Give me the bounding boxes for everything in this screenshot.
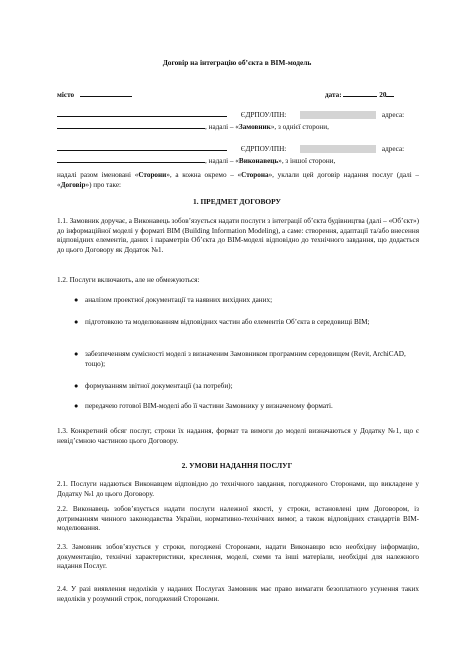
year-label: 20 (379, 91, 387, 99)
party1-address-label: адреса: (381, 111, 405, 119)
list-item: ● підготовкою та моделюванням відповідних частин або елементів Об’єкта в середовищі BIM; (74, 318, 370, 326)
paragraph-2-3: 2.3. Замовник зобов’язується у строки, погоджені Сторонами, надати Виконавцю всю необхідну інформацію, документацію, технічні характеристики, креслення, моделі, схеми та інші матеріали, необхідні для належного надання Послуг. (57, 543, 419, 571)
party2-edrpou-field[interactable] (300, 145, 376, 153)
place-line (57, 88, 132, 101)
list-item: ● формуванням звітної документації (за потреби); (74, 382, 233, 390)
date-label: дата: (325, 91, 342, 99)
document-title: Договір на інтеграцію об’єкта в BIM-модель (162, 58, 312, 67)
date-field[interactable] (343, 88, 377, 97)
paragraph-1-3: 1.3. Конкретний обсяг послуг, строки їх надання, формат та вимоги до моделі визначаються у Додатку №1, що є невід’ємною частиною цього Договору. (57, 427, 419, 445)
party1-edrpou-label: ЄДРПОУ/ІПН: (240, 111, 287, 119)
party2-address-label: адреса: (381, 145, 405, 153)
party2-line1 (57, 142, 404, 155)
party2-tail-a: , надалі – « (205, 157, 239, 165)
section2-heading: 2. УМОВИ НАДАННЯ ПОСЛУГ (181, 461, 293, 470)
party2-edrpou-label: ЄДРПОУ/ІПН: (240, 145, 287, 153)
party1-line1 (57, 108, 404, 121)
party1-address-field[interactable] (57, 120, 205, 129)
place-label: місто (57, 91, 75, 99)
party1-name-field[interactable] (57, 108, 227, 117)
party2-role: Виконавець (238, 157, 279, 165)
party1-edrpou-field[interactable] (300, 111, 376, 119)
intro-paragraph: надалі разом іменовані «Сторони», а кожна окремо – «Сторона», уклали цей договір надання послуг (далі – «Договір») про таке: (57, 171, 420, 189)
list-item: ● передачею готової BIM-моделі або її частини Замовнику у визначеному форматі. (74, 402, 333, 410)
paragraph-2-4: 2.4. У разі виявлення недоліків у наданих Послугах Замовник має право вимагати безоплатного усунення таких недоліків у розумний строк, погоджений Сторонами. (57, 585, 419, 603)
party2-address-field[interactable] (57, 154, 205, 163)
year-field[interactable] (386, 88, 394, 97)
services-list (57, 296, 419, 422)
paragraph-2-2: 2.2. Виконавець зобов’язується надати послуги належної якості, у строки, встановлені цим Договором, із дотриманням чинного законодавства України, нормативно-технічних вимог, а також відповідних стандартів BIM-моделювання. (57, 505, 419, 533)
list-item: ● аналізом проектної документації та наявних вихідних даних; (74, 296, 273, 304)
section1-heading: 1. ПРЕДМЕТ ДОГОВОРУ (193, 197, 281, 206)
place-field[interactable] (80, 88, 132, 97)
party2-tail-b: », з іншої сторони, (278, 157, 336, 165)
bullet-icon: ● (74, 296, 79, 304)
party1-tail-b: », з однієї сторони, (270, 123, 329, 131)
party1-line2 (57, 120, 329, 133)
paragraph-1-2: 1.2. Послуги включають, але не обмежуються: (57, 276, 200, 284)
party1-tail-a: , надалі – « (205, 123, 239, 131)
paragraph-2-1: 2.1. Послуги надаються Виконавцем відповідно до технічного завдання, погодженого Сторонами, що викладене у Додатку №1 до цього Договору. (57, 480, 419, 498)
party2-line2 (57, 154, 335, 167)
bullet-icon: ● (74, 318, 79, 326)
party2-name-field[interactable] (57, 142, 227, 151)
bullet-icon: ● (74, 402, 79, 410)
list-item: ● забезпеченням сумісності моделі з визначеним Замовником програмним середовищем (Revit, ArchiCAD, тощо); (74, 350, 406, 368)
party1-role: Замовник (238, 123, 271, 131)
bullet-icon: ● (74, 350, 79, 358)
paragraph-1-1: 1.1. Замовник доручає, а Виконавець зобов’язується надати послуги з інтеграції об’єкта будівництва (далі – «Об’єкт») до інформаційної моделі у форматі BIM (Building Information Modeling), а саме: створення, адаптації та/або внесення відповідних елементів, даних і параметрів Об’єкта до BIM-моделі відповідно до технічного завдання, що додається до цього Договору як Додаток №1. (57, 217, 420, 254)
bullet-icon: ● (74, 382, 79, 390)
date-line (325, 88, 394, 101)
